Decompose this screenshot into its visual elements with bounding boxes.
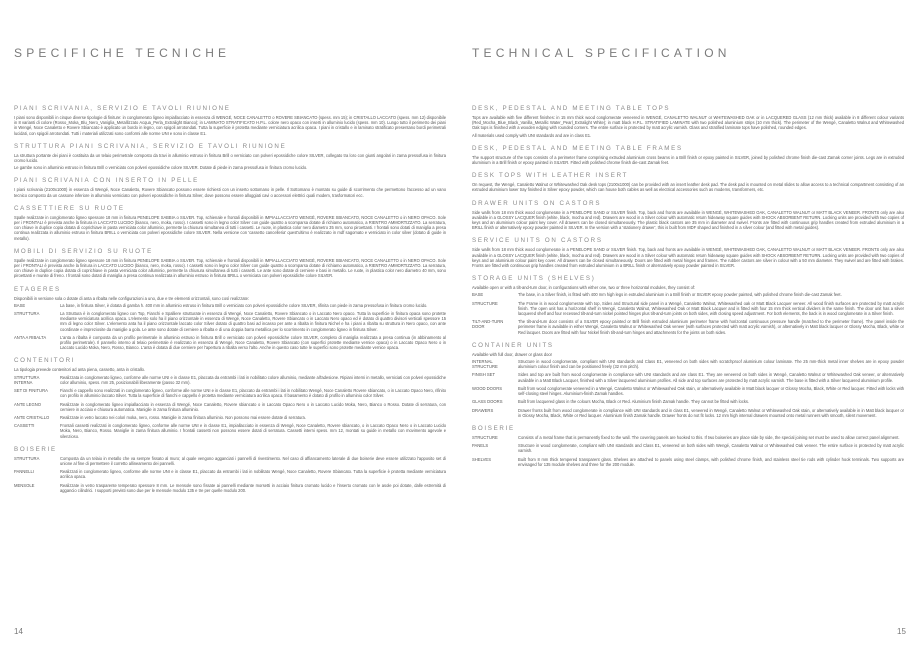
spec-row-text: Realizzati in conglomerato ligneo, conforme alle norme UNI e in classe E1, placcato da entrambi i lati in nobilitato Wengé, Noce Canaletto, Rovere Sbiancato. Tutta la superficie è protetta mediante verniciatura acrilica opaca. bbox=[60, 469, 446, 480]
spec-row-text: The Frame is in wood conglomerate with top, Sides and Structural side panel in a Wengé, Canaletto Walnut, Whitewashed oak or Matt Black Lacquer veneer. All wood finish surfaces are protected by matt acrylic finish. The open unit has a horizontal shelf in Wengé, Canaletto Walnut, Whitewashed Oak or Matt Black Lacquer and is fitted with four 15 mm thick vertical dividers in the same finish. The door unit has a silver lacquered shelf and four recessed tilt-and-turn nickel pointed hinges plus tilt-and-turn joints on both sides, with closing speed adjustment. For both elements, the back is in wood conglomerate in a Silver finish. bbox=[518, 300, 904, 317]
section-heading: CONTENITORI bbox=[14, 357, 76, 365]
spec-row bbox=[472, 443, 904, 453]
spec-row bbox=[472, 359, 904, 369]
spec-row-label: SHELVES bbox=[472, 456, 492, 462]
section-paragraph: I piani scrivania (2100x1000) in essenza di Wengé, Noce Canaletto, Rovere Sbiancato possono essere richiesti con un inserto sottomano in pelle. Il Sottomano è montato su guide di scorrimento che permettono l'accesso ad un vano tecnico composto da un cassone inferiore in alluminio verniciato con polveri epossidiche in finitura Silver, dove possono essere alloggiati cavi o accessori elettrici quali modem, trasformatori ecc. bbox=[14, 187, 446, 198]
spec-row-label: GLASS DOORS bbox=[472, 399, 503, 405]
spec-row bbox=[472, 372, 904, 382]
spec-row-text: La base, in finitura Silver, è dotata di gamba h. 400 mm in alluminio estruso in finitura Brill o verniciato con polveri epossidiche colore SILVER, rifinita con piede in zama pressofusa in finitura cromo lucido. bbox=[60, 302, 428, 308]
section-paragraph: Spalle realizzate in conglomerato ligneo spessore 18 mm in finitura PENELOPE SABBIA o SILVER. Top, schienale e frontali disponibili in IMPIALLACCIATO WENGÉ, ROVERE SBIANCATO, NOCE CANALETTO o in NERO OPACO. Sole per i FRONTALI è prevista anche la finitura in LACCATO LUCIDO (bianco, nero, moka, rosso). I cassetti sono in legno color Silver con guide quattro a scomparsa dotate di richiamo automatico, a RIENTRO AMMORTIZZATO. La serratura, con chiave in duplice copia dotata di coprichiave in pasta verniciata color alluminio, permette la chiusura simultanea di tutti i cassetti. Le ruote, in plastica color nero diametro 35 mm, sono piroettanti. I frontali sono dotati di maniglia a presa continua realizzata in alluminio estruso in finitura BRILL o verniciata con polveri epossidiche colore SILVER. Nella versione con 'cassetto cancelleria' quest'ultimo è realizzato in mdf sagomato e verniciato in color silver (dotato di guide in metallo). bbox=[14, 214, 446, 241]
spec-row-text: Realizzate in conglomerato ligneo impiallacciato in essenza di Wengé, Noce Canaletto, Rovere sbiancato o in Laccato Opaco Nero o in Laccato Lucido Moka, Nero, Bianco o Rosso. Dotate di serratura, con cerniere in acciaio e chiusura automatica. Maniglie in zama finitura alluminio. bbox=[60, 401, 446, 412]
spec-row-label: PANELS bbox=[472, 443, 489, 449]
right-column bbox=[472, 0, 904, 470]
spec-row-text: Realizzate in vetro trasparente temperato spessore 8 mm. Le mensole sono fissate ai pannelli mediante morsetti in acciaio finitura cromato lucido e l'inserto cromato con le asole poi dotate, dalle estremità di aggancio cilindrici. I supporti previsti sono due per le mensole modulo 135 e tre per quelle modulo 200. bbox=[60, 482, 446, 493]
spec-row-text: Built from lacquered glass in the colours Mocha, Black or Red. Aluminium finish Zamak handle. They cannot be fitted with locks. bbox=[518, 399, 750, 405]
spec-row-text: La Struttura è in conglomerato ligneo con Top, Fianchi e Spalliere strutturate in essenza di Wengé, Noce Canaletto, Rovere Sbiancato o in Laccato Nero opaco. Tutta la superficie in finitura opaca sono protette mediante verniciatura acrilica opaca. L'elemento solo ha il piano orizzontale in essenza di Wengé, Noce Canaletto, Rovere Sbiancato o in Laccato Nero opaco ed è dotato di quattro divisori verticali spessore 15 mm di legno color Silver. L'elemento anta ha il piano orizzontale laccato color Silver dotato di quattro basi ad incasso per ante a ribalta in finitura Nichel e ha i piani a ribalta su struttura in Nero opaco, con ante coordinate e impreziosite da maniglie a gola. Le ante sono dotate di cerniere a ribalta e di una doppia barra metallica per lo scorrimento in conglomerato ligneo in finitura Silver. bbox=[60, 311, 446, 332]
section-heading: PIANI SCRIVANIA, SERVIZIO E TAVOLI RIUNIONE bbox=[14, 105, 231, 112]
spec-row-text: Consists of a metal frame that is permanently fixed to the wall. The covering panels are hooked to this. If two boiseries are place side by side, the special joining set must be used to allow correct panel alignment. bbox=[518, 434, 900, 440]
spec-row bbox=[14, 456, 446, 466]
spec-row-label: BASE bbox=[472, 292, 484, 298]
section-heading: CONTAINER UNITS bbox=[472, 341, 554, 349]
spec-row-text: The tilt-and-turn door consists of a SILVER epoxy painted or Brill finish extruded aluminium perimeter frame with horizontal continuous pressure handle (matched to the perimeter frame). The panel inside the perimeter frame is available in either Wengé, Canaletto Walnut or Whitewashed Oak veneer (with surfaces protected with matt acrylic varnish), or alternatively in Matt black lacquer or Glossy Mocha, Black, white or Red lacquer. Doors are fitted with four Nickel finish tilt-and-turn hinges and attachments for the joints on both sides. bbox=[518, 319, 904, 335]
page-number-left: 14 bbox=[14, 627, 23, 636]
spec-row-label: STRUTTURA bbox=[14, 311, 40, 317]
spec-row-label: ANTE CRISTALLO bbox=[14, 414, 50, 420]
section-paragraph: La struttura portante dei piani è costituita da un telaio perimetrale composto da travi in alluminio estruso in finitura Brill o verniciato con polveri epossidiche colore SILVER, collegato tra loro con giunti angolari in zama pressofusa in finitura cromo lucido. bbox=[14, 152, 446, 164]
spec-row bbox=[14, 303, 446, 308]
spec-row-label: CASSETTI bbox=[14, 423, 35, 429]
spec-row-text: Built from wood conglomerate veneered in a Wengé, Canaletto Walnut or Whitewashed Oak stain, or alternatively available in Matt black lacquer or Glossy Mocha, Black, White or Red lacquer. Fitted with locks with self-closing steel hinges. Aluminium-finish Zamak handles. bbox=[518, 385, 904, 397]
spec-row bbox=[14, 483, 446, 493]
section-heading: DESK, PEDESTAL AND MEETING TABLE FRAMES bbox=[472, 144, 683, 152]
spec-row-text: Composta da un telaio in metallo che va sempre fissato al muro; al quale vengono agganciati i pannelli di rivestimento. Nel caso di affiancamento laterale di due boiserie deve essere utilizzato l'apposito set di unione al fine di permettere il corretto allineamento dei pannelli. bbox=[60, 455, 446, 466]
section-paragraph: Side walls from 18 mm thick wood conglomerate in a PENELOPE SAND or SILVER finish. Top, back and fronts are available in WENGÉ, WHITEWASHED OAK, CANALETTO WALNUT or MATT BLACK VENEER. FRONTS only are also available in a GLOSSY LACQUER finish (white, black, mocha and red). Drawers are wood in a Silver colour with automatic return hideaway square guides with SHOCK ABSORBENT RETURN. Locking units are provided with two copies of keys and an aluminium colour paint key cover. All drawers can be closed simultaneously. Doors are fitted with metal hinges and frames. The rubber castors are silver in colour with a 50 mm diameter. They swivel and are fitted with brakes. Fronts are fitted with continuous grip handles created from extruded aluminium in a BRILL finish or alternatively epoxy powder painted in SILVER. bbox=[472, 247, 904, 269]
section-heading: BOISERIE bbox=[472, 424, 515, 432]
section-heading: DESK TOPS WITH LEATHER INSERT bbox=[472, 172, 629, 180]
spec-row bbox=[14, 375, 446, 385]
spec-row-label: INTERNAL STRUCTURE bbox=[472, 359, 498, 370]
spec-row-label: PANNELLI bbox=[14, 469, 34, 475]
spec-row-label: TILT-AND-TURN DOOR bbox=[472, 319, 504, 330]
spec-row-text: The base, in a Silver finish, is fitted with 400 mm high legs in extruded aluminium in a Brill finish or SILVER epoxy powder painted, with polished chrome finish die-cast Zamak feet. bbox=[518, 292, 842, 298]
spec-row-label: STRUCTURE bbox=[472, 300, 498, 306]
section-heading: STRUTTURA PIANI SCRIVANIA, SERVIZIO E TAVOLI RIUNIONE bbox=[14, 142, 287, 150]
spec-row-label: DRAWERS bbox=[472, 407, 494, 413]
spec-row-text: Built from 8 mm thick tempered transparent glass. Shelves are attached to panels using steel clamps, with polished chrome finish, and stainless steel tie rods with cylinder hook terminals. Two supports are envisaged for 135 module shelves and three for the 200 module. bbox=[518, 456, 904, 467]
section-heading: DESK, PEDESTAL AND MEETING TABLE TOPS bbox=[472, 105, 671, 112]
section-heading: DRAWER UNITS ON CASTORS bbox=[472, 199, 602, 207]
section-heading: CASSETTIERE SU RUOTE bbox=[14, 204, 125, 212]
section-heading: PIANI SCRIVANIA CON INSERTO IN PELLE bbox=[14, 177, 199, 185]
page-number-right: 15 bbox=[897, 627, 906, 636]
spec-row bbox=[14, 311, 446, 332]
spec-row-label: FINISH SET bbox=[472, 372, 496, 378]
left-column bbox=[14, 0, 446, 496]
section-heading: BOISERIE bbox=[14, 445, 57, 453]
spec-row-text: Realizzate in vetro laccato nei colori moka, nero, rosso. Maniglie in zama finitura alluminio. Non possono mai essere dotate di serratura. bbox=[60, 414, 306, 420]
spec-row-label: BASE bbox=[14, 302, 26, 308]
spec-row bbox=[14, 388, 446, 398]
section-heading: MOBILI DI SERVIZIO SU RUOTE bbox=[14, 247, 153, 255]
section-heading: SERVICE UNITS ON CASTORS bbox=[472, 237, 603, 245]
section-paragraph: I piani sono disponibili in cinque diverse tipologie di finiture: in conglomerato ligneo impiallacciato in essenza di WENGÉ, NOCE CANALETTO o ROVERE SBIANCATO (spess. mm 15); in CRISTALLO LACCATO (spess. mm 12) disponibile in 8 varianti di colore (Rosso_Moka_Blu_Nero_Vaniglia_Metallizzato Acqua_Perla_Extralight Bianco); in LAMINATO STRATIFICATO H.P.L. colore nero opaco con inserti in alluminio lucido (spess. mm 10). Lungo tutto il perimetro dei piani in Wengé, Noce Canaletto e Rovere Sbiancato è applicato un bordo in legno, con spigoli arrotondati. Tutta la superficie è protetta mediante verniciatura acrilica opaca. I piani in cristallo e in laminato stratificato presentano bordi perimetrali lucidati, con spigoli arrotondati. Tutti i materiali utilizzati sono conformi alle norme UNI e sono in classe E1. bbox=[14, 115, 446, 136]
spec-row-label: SET DI FINITURA bbox=[14, 388, 48, 394]
section-paragraph: On request, the Wengé, Canaletto Walnut or Whitewashed Oak desk tops (2100x1000) can be provided with an insert leather desk pad. The desk pad is mounted on metal slides to allow access to a technical compartment consisting of an extruded aluminium lower tray finished in Silver epoxy powder, which can house both cables as well as electrical accessories such as modems, transformers, etc. bbox=[472, 182, 904, 193]
section-paragraph: Available with full door, drawer or glass door bbox=[472, 351, 553, 357]
spec-row bbox=[14, 402, 446, 412]
spec-row bbox=[472, 301, 904, 317]
spec-row-text: Structure in wood conglomerate, compliant with UNI standards and Class E1, veneered on both sides with scratchproof aluminium colour laminate. The 25 mm-thick metal inner shelves are in epoxy powder aluminium colour finish and can be positioned freely (32 mm pitch). bbox=[518, 359, 904, 370]
spec-row bbox=[472, 319, 904, 335]
spec-row bbox=[472, 435, 904, 440]
spec-row bbox=[472, 399, 904, 404]
spec-row-label: MENSOLE bbox=[14, 482, 35, 488]
section-heading: STORAGE UNITS (SHELVES) bbox=[472, 275, 596, 283]
spec-row bbox=[14, 415, 446, 420]
spec-row-label: WOOD DOORS bbox=[472, 385, 503, 391]
spec-row-text: Sides and top are built from wood conglomerate in compliance with UNI standards and are class E1. They are veneered on both sides in Wengé, Canaletto Walnut or Whitewashed Oak veneer, or alternatively available in a Matt Black Lacquer, finished with a Silver lacquered aluminium profiles. All side and top surfaces are protected by matt acrylic varnish. The base is fitted with a Silver lacquered aluminium profile. bbox=[518, 372, 904, 383]
section-paragraph: Spalle realizzate in conglomerato ligneo spessore 18 mm in finitura PENELOPE SABBIA o SILVER. Top, schienale e frontali disponibili in IMPIALLACCIATO WENGÉ, ROVERE SBIANCATO, NOCE CANALETTO o in NERO OPACO. Sole per i FRONTALI è prevista anche la finitura in LACCATO LUCIDO (bianco, nero, moka, rosso). I cassetti sono in legno color Silver con guide quattro a scomparsa dotate di richiamo automatico, a RIENTRO AMMORTIZZATO. La serratura, con chiave in duplice copia dotata di coprichiave in pasta verniciata color alluminio, permette la chiusura simultanea di tutti i cassetti. Le ante sono dotate di cerniere e basi in metallo. Le ruote, in plastica color nero diametro 40 mm, sono piroettanti e munite di freno. I frontali sono dotati di maniglia a presa continua realizzata in alluminio estruso in finitura BRILL o verniciata con polveri epossidiche colore SILVER. bbox=[14, 257, 446, 279]
spec-row bbox=[472, 457, 904, 467]
spec-row-label: STRUTTURA bbox=[14, 455, 40, 461]
section-paragraph: Available open or with a tilt-and-turn door, in configurations with either one, two or three horizontal modules, they consist of: bbox=[472, 285, 696, 291]
spec-row bbox=[14, 469, 446, 479]
section-paragraph: Disponibili in versione sola o dotate di anta a ribalta nelle configurazioni a uno, due e tre elementi orizzontali, sono così realizzate: bbox=[14, 295, 250, 301]
section-paragraph: The support structure of the tops consists of a perimeter frame comprising extruded aluminium cross beams in a Brill finish or epoxy painted in SILVER, joined by polished chrome finish die-cast Zamak corner joints. Legs are in extruded aluminium in a Brill finish or epoxy painted in SILVER. Fitted with polished chrome finish die-cast Zamak feet. bbox=[472, 154, 904, 166]
spec-row-text: Structure in wood conglomerate, compliant with UNI standards and Class E1, veneered on both sides with Wengé, Canaletto Walnut or Whitewashed Oak veneer. The entire surface is protected by matt acrylic varnish. bbox=[518, 443, 904, 454]
section-paragraph: Side walls from 18 mm thick wood conglomerate in a PENELOPE SAND or SILVER finish. Top, back and fronts are available in WENGÉ, WHITEWASHED OAK, CANALETTO WALNUT or MATT BLACK VENEER. FRONTS only are also available in a GLOSSY LACQUER finish (white, black, mocha and red). Drawers are wood in a Silver colour with automatic return hideaway square guides with SHOCK ABSORBENT RETURN. Locking units are provided with two copies of keys and an aluminium colour paint key cover. All drawers can be closed simultaneously. The plastic black castors are 35 mm in diameter and swivel. Fronts are fitted with continuous grip handles created from extruded aluminium in a BRILL finish or alternatively epoxy powder painted in SILVER. In the version with a 'stationery drawer', this is built from MDF shaped and finished in a silver colour (and fitted with metal guides). bbox=[472, 209, 904, 231]
spec-row-text: Frontali cassetti realizzati in conglomerato ligneo, conforme alle norme UNI e in classe E1, impiallacciato in essenza di Wengé, Noce Canaletto, Rovere sbiancato, o in Laccato Opaco Nero o in Laccato Lucido Moka, Nero, Bianco, Rosso. Maniglie in zama finitura alluminio. I frontali cassetti non possono essere dotati di serratura. Cassetti interni spess. mm 12, montati su guide in metallo con movimento agevole e silenzioso. bbox=[60, 423, 446, 439]
section-heading: ETAGERES bbox=[14, 285, 61, 293]
page-title-left: SPECIFICHE TECNICHE bbox=[14, 46, 231, 60]
page-title-right: TECHNICAL SPECIFICATION bbox=[472, 46, 731, 60]
spec-row-label: STRUCTURE bbox=[472, 434, 498, 440]
section-paragraph: La tipologia prevede contenitori ad anta piena, cassetto, anta in cristallo. bbox=[14, 367, 146, 373]
spec-row bbox=[14, 423, 446, 439]
section-paragraph: Tops are available with five different finishes: in 15 mm thick wood conglomerate veneered in WENGÉ, CANALETTO WALNUT or WHITEWASHED OAK or in LACQUERED GLASS (12 mm thick) available in 8 different colour variants (Red_Mocha_Blue_Black_Vanilla_Metallic Water_Pearl_Extralight White); in matt black H.P.L. STRATIFIED LAMINATE with two polished aluminium strips (10 mm thick). The perimeter of the Wengé, Canaletto Walnut and Whitewashed Oak tops is finished with a wooden edging with rounded corners. The entire surface is protected by matt acrylic varnish. Glass and stratified laminate tops have polished, rounded edges. bbox=[472, 115, 904, 131]
spec-row bbox=[14, 335, 446, 351]
spec-row-text: L'anta a ribalta è composta da un profilo perimetrale in alluminio estruso in finitura Brill o verniciato con polveri epossidiche colore SILVER, completo di maniglia realizzata a presa continua (in abbinamento al profilo perimetrale). Il pannello interno al telaio perimetrale è realizzato in essenza di Wengé, Noce Canaletto, Rovere Sbiancato (con superfici protette mediante vernice opaca) o in Laccato Opaco Nero o in Laccato Lucido Moka, Nero, Rosso, Bianco. L'anta è dotata di due cerniere per l'apertura a ribalta verso l'alto. Anche in questo caso tutte le superfici sono protette mediante vernice opaca. bbox=[60, 334, 446, 351]
spec-row-label: ANTA A RIBALTA bbox=[14, 334, 47, 340]
spec-row-text: Fianchi e cappello sono realizzati in conglomerato ligneo, conforme alle norme UNI e in classe E1, placcato da entrambi i lati in nobilitato Wengé, Noce Canaletto Rovere sbiancato, o in Laccato Opaco Nero, rifinito con profilo in alluminio laccato Silver. Tutta la superficie di fianchi e cappello è protetta mediante verniciatura acrilica opaca. Il basamento è dotato di profilo in alluminio color Silver. bbox=[60, 388, 446, 399]
spec-row-text: Drawer fronts built from wood conglomerate in compliance with UNI standards and in class E1, veneered in Wengé, Canaletto Walnut or Whitewashed Oak stain, or alternatively available in in Matt black lacquer or in Glossy Mocha, Black, White or Red lacquer. Aluminium finish Zamak handle. Drawer fronts do not fit locks. 12 mm high internal drawers mounted onto metal runners with smooth, silent movement. bbox=[518, 407, 904, 418]
spec-row bbox=[472, 408, 904, 418]
spec-row-label: ANTE LEGNO bbox=[14, 401, 41, 407]
spec-row bbox=[472, 292, 904, 297]
spec-row-text: Realizzata in conglomerato ligneo, conforme alle norme UNI e in classe E1, placcata da entrambi i lati in nobilitato colore alluminio, mediante all'adesione. Ripiani interni in metallo, verniciati con polveri epossidiche color alluminio, spess. mm 25, posizionabili liberamente (passo 32 mm). bbox=[60, 374, 446, 385]
spec-row-label: STRUTTURA INTERNA bbox=[14, 374, 40, 385]
section-paragraph: Le gambe sono in alluminio estruso in finitura Brill o verniciato con polveri epossidiche colore SILVER. Dotate di piede in zama pressofusa in finitura cromo lucido. bbox=[14, 165, 308, 171]
spec-row bbox=[472, 386, 904, 396]
section-paragraph: All materials used comply with UNI standards and are in class E1. bbox=[472, 132, 592, 138]
